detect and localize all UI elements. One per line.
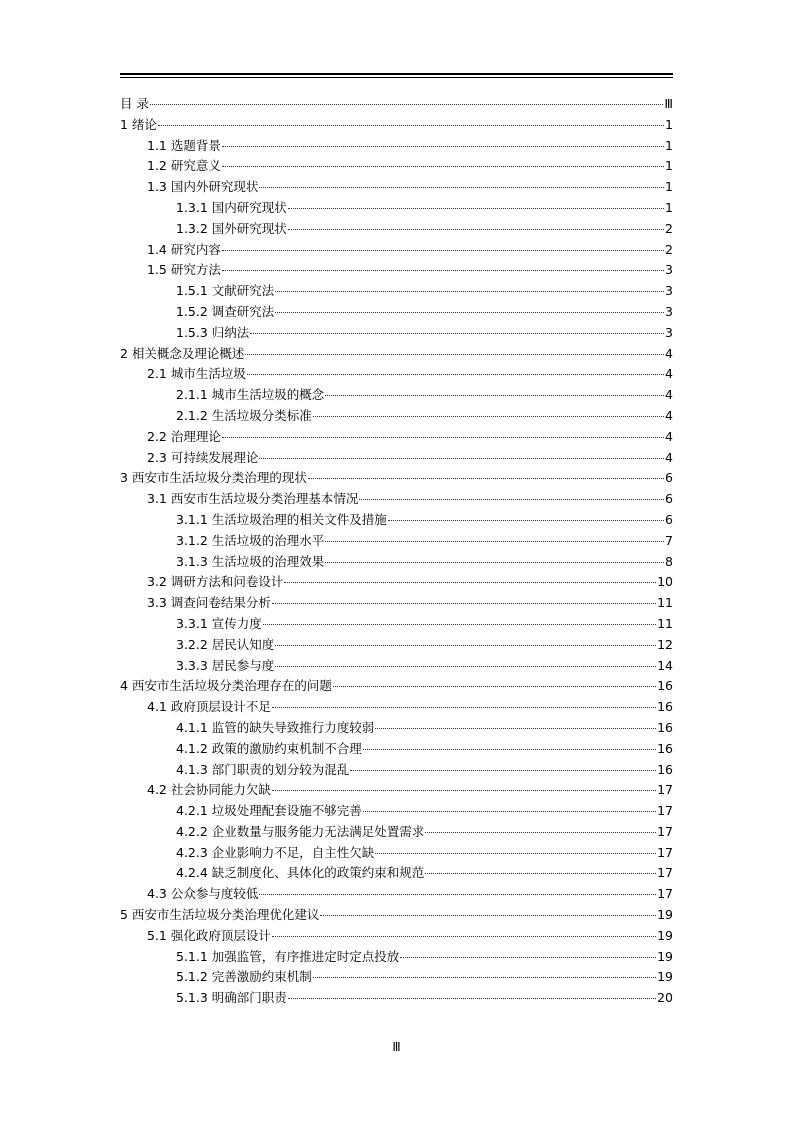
- toc-entry-title: 3.1.1 生活垃圾治理的相关文件及措施: [176, 511, 387, 527]
- toc-entry-page: 11: [657, 615, 673, 631]
- toc-entry-page: 11: [657, 595, 673, 611]
- toc-dot-leader: [425, 831, 656, 833]
- toc-entry[interactable]: [120, 385, 673, 406]
- toc-entry-title: 1.3 国内外研究现状: [147, 179, 259, 195]
- toc-entry[interactable]: [120, 926, 673, 947]
- toc-dot-leader: [288, 207, 664, 209]
- toc-dot-leader: [320, 914, 656, 916]
- toc-entry-page: 16: [657, 699, 673, 715]
- toc-dot-leader: [222, 165, 664, 167]
- toc-entry[interactable]: [120, 780, 673, 801]
- toc-entry-title: 4.1.3 部门职责的划分较为混乱: [176, 761, 350, 777]
- toc-entry-title: 3.2.2 居民认知度: [176, 636, 275, 652]
- toc-entry-page: 3: [665, 262, 673, 278]
- toc-entry[interactable]: [120, 635, 673, 656]
- toc-entry[interactable]: [120, 967, 673, 988]
- toc-entry-title: 1.4 研究内容: [147, 241, 221, 257]
- toc-entry[interactable]: [120, 156, 673, 177]
- toc-entry-page: 1: [665, 199, 673, 215]
- toc-entry[interactable]: [120, 697, 673, 718]
- toc-dot-leader: [259, 457, 664, 459]
- toc-entry-title: 4.3 公众参与度较低: [147, 886, 259, 902]
- toc-entry[interactable]: [120, 739, 673, 760]
- toc-entry-page: 3: [665, 324, 673, 340]
- toc-entry-page: 6: [665, 511, 673, 527]
- toc-entry[interactable]: [120, 302, 673, 323]
- toc-entry[interactable]: [120, 572, 673, 593]
- toc-dot-leader: [325, 540, 664, 542]
- toc-entry-title: 3.2 调研方法和问卷设计: [147, 574, 284, 590]
- toc-dot-leader: [158, 124, 664, 126]
- toc-entry-title: 1.3.2 国外研究现状: [176, 220, 287, 236]
- toc-dot-leader: [425, 872, 656, 874]
- toc-entry-page: 1: [665, 116, 673, 132]
- toc-dot-leader: [250, 332, 664, 334]
- toc-entry-title: 5.1.1 加强监管，有序推进定时定点投放: [176, 948, 400, 964]
- toc-entry[interactable]: [120, 988, 673, 1009]
- toc-entry-title: 4 西安市生活垃圾分类治理存在的问题: [120, 678, 332, 694]
- toc-entry[interactable]: [120, 614, 673, 635]
- toc-entry[interactable]: [120, 427, 673, 448]
- toc-entry-title: 4.2.4 缺乏制度化、具体化的政策约束和规范: [176, 865, 425, 881]
- toc-entry[interactable]: [120, 344, 673, 365]
- toc-entry-page: 19: [657, 948, 673, 964]
- toc-entry[interactable]: [120, 884, 673, 905]
- toc-dot-leader: [375, 852, 656, 854]
- toc-entry-title: 3.1.2 生活垃圾的治理水平: [176, 532, 325, 548]
- toc-entry-title: 3.1 西安市生活垃圾分类治理基本情况: [147, 491, 359, 507]
- toc-entry-page: 3: [665, 283, 673, 299]
- toc-entry-title: 3.3.1 宣传力度: [176, 615, 262, 631]
- toc-dot-leader: [150, 103, 663, 105]
- toc-entry[interactable]: [120, 364, 673, 385]
- toc-entry-title: 目 录: [120, 96, 149, 111]
- toc-entry[interactable]: [120, 822, 673, 843]
- toc-entry-page: 12: [657, 636, 673, 652]
- toc-entry-page: 19: [657, 907, 673, 923]
- toc-entry-page: 17: [657, 823, 673, 839]
- header-rule-thin: [120, 77, 673, 78]
- toc-dot-leader: [275, 311, 664, 313]
- toc-entry-page: 16: [657, 719, 673, 735]
- toc-entry-title: 4.1.1 监管的缺失导致推行力度较弱: [176, 719, 375, 735]
- toc-entry-page: 1: [665, 179, 673, 195]
- toc-entry[interactable]: [120, 510, 673, 531]
- toc-entry-title: 4.2.1 垃圾处理配套设施不够完善: [176, 803, 362, 819]
- toc-dot-leader: [313, 976, 656, 978]
- toc-entry-page: 17: [657, 865, 673, 881]
- toc-dot-leader: [363, 810, 656, 812]
- toc-entry-page: 1: [665, 137, 673, 153]
- toc-entry-title: 1.5.1 文献研究法: [176, 283, 275, 299]
- toc-entry-title: 4.1.2 政策的激励约束机制不合理: [176, 740, 362, 756]
- toc-entry-page: 17: [657, 844, 673, 860]
- toc-entry-title: 2.1 城市生活垃圾: [147, 366, 246, 382]
- toc-entry[interactable]: [120, 593, 673, 614]
- toc-entry-page: Ⅲ: [664, 96, 673, 111]
- toc-entry[interactable]: [120, 240, 673, 261]
- toc-entry-page: 20: [657, 990, 673, 1006]
- toc-entry-title: 2.3 可持续发展理论: [147, 449, 259, 465]
- toc-dot-leader: [272, 602, 656, 604]
- toc-entry[interactable]: [120, 552, 673, 573]
- toc-dot-leader: [222, 249, 664, 251]
- toc-entry-page: 4: [665, 449, 673, 465]
- toc-dot-leader: [284, 581, 656, 583]
- toc-entry-page: 7: [665, 532, 673, 548]
- toc-entry-title: 3.1.3 生活垃圾的治理效果: [176, 553, 325, 569]
- toc-entry[interactable]: [120, 281, 673, 302]
- toc-entry-title: 1.1 选题背景: [147, 137, 221, 153]
- toc-entry-title: 1.3.1 国内研究现状: [176, 199, 287, 215]
- toc-dot-leader: [275, 665, 656, 667]
- toc-entry[interactable]: [120, 656, 673, 677]
- header-rule-thick: [120, 73, 673, 75]
- toc-entry-title: 4.2.3 企业影响力不足，自主性欠缺: [176, 844, 375, 860]
- toc-dot-leader: [375, 727, 656, 729]
- toc-entry[interactable]: [120, 198, 673, 219]
- toc-dot-leader: [400, 956, 656, 958]
- toc-dot-leader: [333, 685, 656, 687]
- toc-dot-leader: [275, 290, 664, 292]
- toc-entry-title: 5 西安市生活垃圾分类治理优化建议: [120, 907, 320, 923]
- toc-entry[interactable]: [120, 760, 673, 781]
- toc-entry-page: 16: [657, 740, 673, 756]
- toc-entry-page: 17: [657, 803, 673, 819]
- toc-entry-title: 3.3.3 居民参与度: [176, 657, 275, 673]
- toc-entry-title: 4.2.2 企业数量与服务能力无法满足处置需求: [176, 823, 425, 839]
- toc-entry-title: 5.1.3 明确部门职责: [176, 990, 287, 1006]
- toc-entry-page: 16: [657, 678, 673, 694]
- toc-entry[interactable]: [120, 718, 673, 739]
- toc-entry[interactable]: [120, 531, 673, 552]
- toc-entry-page: 2: [665, 241, 673, 257]
- toc-entry-page: 4: [665, 387, 673, 403]
- toc-entry-title: 3.3 调查问卷结果分析: [147, 595, 271, 611]
- toc-entry[interactable]: [120, 801, 673, 822]
- toc-dot-leader: [275, 644, 656, 646]
- toc-entry-page: 6: [665, 470, 673, 486]
- toc-entry-page: 2: [665, 220, 673, 236]
- toc-entry[interactable]: [120, 94, 673, 115]
- toc-entry-page: 16: [657, 761, 673, 777]
- toc-entry-page: 1: [665, 158, 673, 174]
- toc-entry[interactable]: [120, 219, 673, 240]
- toc-entry[interactable]: [120, 136, 673, 157]
- toc-entry-title: 1.5.2 调查研究法: [176, 303, 275, 319]
- toc-entry-title: 2 相关概念及理论概述: [120, 345, 245, 361]
- toc-dot-leader: [313, 415, 664, 417]
- toc-entry-title: 1.5.3 归纳法: [176, 324, 250, 340]
- toc-entry-title: 3 西安市生活垃圾分类治理的现状: [120, 470, 307, 486]
- toc-entry[interactable]: [120, 947, 673, 968]
- toc-entry-page: 6: [665, 491, 673, 507]
- toc-dot-leader: [350, 769, 656, 771]
- footer-page-number: Ⅲ: [392, 1040, 401, 1054]
- toc-entry[interactable]: [120, 468, 673, 489]
- toc-entry[interactable]: [120, 406, 673, 427]
- toc-entry[interactable]: [120, 260, 673, 281]
- toc-entry[interactable]: [120, 905, 673, 926]
- toc-entry-title: 2.2 治理理论: [147, 428, 221, 444]
- toc-entry-title: 2.1.1 城市生活垃圾的概念: [176, 387, 325, 403]
- toc-dot-leader: [325, 394, 664, 396]
- toc-entry-page: 17: [657, 782, 673, 798]
- toc-dot-leader: [363, 748, 656, 750]
- toc-dot-leader: [388, 519, 664, 521]
- toc-entry-page: 4: [665, 407, 673, 423]
- toc-entry[interactable]: [120, 115, 673, 136]
- toc-entry[interactable]: [120, 177, 673, 198]
- toc-entry[interactable]: [120, 489, 673, 510]
- toc-dot-leader: [263, 623, 656, 625]
- toc-dot-leader: [272, 789, 656, 791]
- toc-entry-page: 19: [657, 927, 673, 943]
- toc-entry[interactable]: [120, 323, 673, 344]
- toc-entry-title: 1 绪论: [120, 116, 157, 132]
- toc-entry-page: 8: [665, 553, 673, 569]
- toc-entry-page: 4: [665, 428, 673, 444]
- toc-dot-leader: [222, 145, 664, 147]
- toc-entry[interactable]: [120, 863, 673, 884]
- toc-entry-title: 1.5 研究方法: [147, 262, 221, 278]
- toc-dot-leader: [259, 893, 656, 895]
- toc-entry-page: 4: [665, 345, 673, 361]
- toc-entry-title: 5.1 强化政府顶层设计: [147, 927, 271, 943]
- toc-dot-leader: [272, 706, 656, 708]
- toc-dot-leader: [245, 353, 664, 355]
- toc-entry-page: 3: [665, 303, 673, 319]
- toc-entry[interactable]: [120, 448, 673, 469]
- toc-entry-page: 17: [657, 886, 673, 902]
- toc-dot-leader: [222, 269, 664, 271]
- toc-entry[interactable]: [120, 676, 673, 697]
- toc-dot-leader: [288, 228, 664, 230]
- toc-entry-title: 4.2 社会协同能力欠缺: [147, 782, 271, 798]
- toc-dot-leader: [308, 477, 664, 479]
- toc-entry-title: 1.2 研究意义: [147, 158, 221, 174]
- toc-entry-page: 4: [665, 366, 673, 382]
- toc-entry-page: 10: [657, 574, 673, 590]
- toc-entry-title: 4.1 政府顶层设计不足: [147, 699, 271, 715]
- toc-entry-title: 5.1.2 完善激励约束机制: [176, 969, 312, 985]
- toc-entry-page: 19: [657, 969, 673, 985]
- toc-dot-leader: [259, 186, 664, 188]
- toc-dot-leader: [288, 997, 656, 999]
- toc-dot-leader: [247, 373, 664, 375]
- toc-dot-leader: [359, 498, 664, 500]
- toc-dot-leader: [325, 561, 664, 563]
- toc-dot-leader: [222, 436, 664, 438]
- toc-dot-leader: [272, 935, 656, 937]
- toc-entry[interactable]: [120, 843, 673, 864]
- toc-entry-page: 14: [657, 657, 673, 673]
- toc-entry-title: 2.1.2 生活垃圾分类标准: [176, 407, 312, 423]
- table-of-contents: [120, 94, 673, 1009]
